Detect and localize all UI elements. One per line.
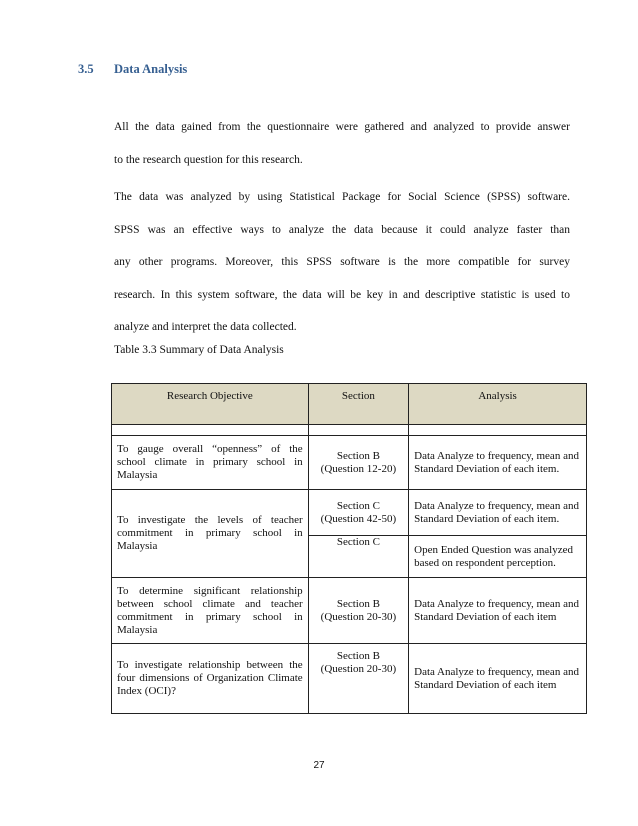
objective-cell: To determine significant relationship between school climate and teacher commitment in primary school in Malaysia — [112, 578, 309, 644]
analysis-cell: Open Ended Question was analyzed based on respondent perception. — [409, 536, 587, 578]
section-questions: (Question 12-20) — [320, 462, 397, 475]
section-label: Section B — [336, 650, 380, 662]
section-number: 3.5 — [78, 62, 94, 76]
paragraph-line: The data was analyzed by using Statistical Package for Social Science (SPSS) software. — [114, 191, 570, 203]
section-cell — [308, 490, 408, 536]
header-research-objective: Research Objective — [112, 384, 309, 425]
objective-cell: To investigate relationship between the four dimensions of Organization Climate Index (OCI)? — [112, 644, 309, 714]
section-cell — [308, 436, 408, 490]
page-number: 27 — [313, 760, 325, 771]
paragraph-line: any other programs. Moreover, this SPSS software is the more compatible for survey — [114, 256, 570, 268]
paragraph-line: analyze and interpret the data collected. — [114, 321, 297, 333]
objective-cell: To investigate the levels of teacher commitment in primary school in Malaysia — [112, 490, 309, 578]
table-row — [112, 490, 587, 536]
paragraph-line: research. In this system software, the data will be key in and descriptive statistic is used to — [114, 288, 570, 301]
data-analysis-table — [111, 383, 587, 714]
paragraph-spss — [114, 181, 570, 344]
table-caption: Table 3.3 Summary of Data Analysis — [114, 344, 284, 356]
section-cell — [308, 578, 408, 644]
header-analysis: Analysis — [409, 384, 587, 425]
table-header-row — [112, 384, 587, 425]
objective-cell: To gauge overall “openness” of the school climate in primary school in Malaysia — [112, 436, 309, 490]
analysis-cell: Data Analyze to frequency, mean and Standard Deviation of each item — [409, 578, 587, 644]
section-cell — [308, 644, 408, 714]
paragraph-line: All the data gained from the questionnaire were gathered and analyzed to provide answer — [114, 121, 570, 133]
paragraph-intro — [114, 111, 570, 176]
section-questions: (Question 20-30) — [320, 663, 397, 675]
analysis-cell: Data Analyze to frequency, mean and Standard Deviation of each item. — [409, 436, 587, 490]
section-label: Section C — [336, 499, 380, 512]
paragraph-line: to the research question for this research. — [114, 153, 303, 166]
table-row — [112, 578, 587, 644]
analysis-cell: Data Analyze to frequency, mean and Standard Deviation of each item. — [409, 490, 587, 536]
header-section: Section — [308, 384, 408, 425]
table-row — [112, 436, 587, 490]
section-questions: (Question 42-50) — [320, 512, 397, 525]
analysis-cell: Data Analyze to frequency, mean and Standard Deviation of each item — [409, 644, 587, 714]
section-label: Section B — [336, 597, 380, 610]
paragraph-line: SPSS was an effective ways to analyze the data because it could analyze faster than — [114, 223, 570, 236]
table-row — [112, 644, 587, 714]
table-spacer-row — [112, 425, 587, 436]
section-cell: Section C — [308, 536, 408, 578]
section-questions: (Question 20-30) — [320, 610, 397, 623]
section-title: Data Analysis — [114, 62, 188, 76]
section-label: Section B — [336, 449, 380, 462]
